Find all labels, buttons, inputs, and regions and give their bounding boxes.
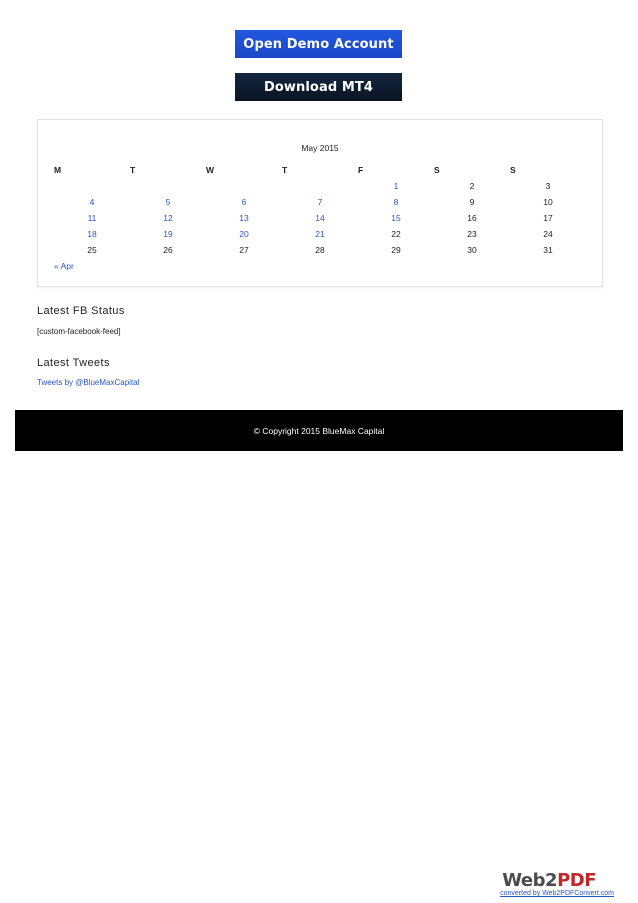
calendar-day-12[interactable]: 12 (163, 213, 173, 223)
footer-copyright: © Copyright 2015 BlueMax Capital (253, 425, 385, 436)
calendar-caption: May 2015 (301, 143, 339, 153)
calendar-day-1[interactable]: 1 (393, 181, 399, 191)
calendar-week-row (38, 245, 602, 259)
calendar-day-14[interactable]: 14 (315, 213, 325, 223)
calendar-week-row (38, 213, 602, 227)
calendar-day-30: 30 (467, 245, 477, 255)
calendar-day-15[interactable]: 15 (391, 213, 401, 223)
calendar-day-21[interactable]: 21 (315, 229, 325, 239)
calendar-weekday-3: T (282, 165, 288, 175)
calendar-day-10: 10 (543, 197, 553, 207)
calendar-day-17: 17 (543, 213, 553, 223)
calendar-day-19[interactable]: 19 (163, 229, 173, 239)
fb-feed-shortcode: [custom-facebook-feed] (37, 327, 121, 336)
calendar-day-9: 9 (469, 197, 475, 207)
calendar-week-row (38, 197, 602, 211)
calendar-day-26: 26 (163, 245, 173, 255)
calendar-day-18[interactable]: 18 (87, 229, 97, 239)
calendar-day-5[interactable]: 5 (165, 197, 171, 207)
calendar-day-24: 24 (543, 229, 553, 239)
calendar-weekday-4: F (358, 165, 364, 175)
calendar-day-13[interactable]: 13 (239, 213, 249, 223)
download-mt4-button[interactable] (235, 73, 402, 101)
calendar-day-7[interactable]: 7 (317, 197, 323, 207)
calendar-weekday-row (38, 165, 602, 179)
calendar-day-22: 22 (391, 229, 401, 239)
open-demo-account-button[interactable] (235, 30, 402, 58)
calendar-day-31: 31 (543, 245, 553, 255)
web2pdf-logo (502, 870, 596, 891)
web2pdf-logo-part1: Web2 (502, 870, 558, 891)
calendar-widget (37, 119, 603, 287)
calendar-day-2: 2 (469, 181, 475, 191)
footer (15, 410, 623, 451)
web2pdf-converted-link[interactable]: converted by Web2PDFConvert.com (500, 890, 614, 897)
calendar-day-4[interactable]: 4 (89, 197, 95, 207)
open-demo-account-label: Open Demo Account (243, 36, 394, 52)
web2pdf-watermark (500, 870, 614, 900)
calendar-day-11[interactable]: 11 (87, 213, 97, 223)
calendar-day-16: 16 (467, 213, 477, 223)
calendar-day-28: 28 (315, 245, 325, 255)
calendar-prev-month-link[interactable]: « Apr (54, 261, 74, 271)
tweets-by-link[interactable]: Tweets by @BlueMaxCapital (37, 378, 140, 387)
calendar-day-29: 29 (391, 245, 401, 255)
calendar-day-8[interactable]: 8 (393, 197, 399, 207)
download-mt4-label: Download MT4 (263, 79, 374, 95)
latest-tweets-title: Latest Tweets (37, 357, 110, 369)
calendar-weekday-0: M (54, 165, 62, 175)
calendar-day-23: 23 (467, 229, 477, 239)
calendar-weekday-2: W (206, 165, 215, 175)
calendar-week-row (38, 229, 602, 243)
fb-status-title: Latest FB Status (37, 305, 125, 317)
calendar-day-6[interactable]: 6 (241, 197, 247, 207)
calendar-weekday-5: S (434, 165, 440, 175)
web2pdf-logo-part2: PDF (557, 870, 596, 891)
calendar-weekday-6: S (510, 165, 516, 175)
calendar-day-20[interactable]: 20 (239, 229, 249, 239)
calendar-day-27: 27 (239, 245, 249, 255)
calendar-day-3: 3 (545, 181, 551, 191)
calendar-day-25: 25 (87, 245, 97, 255)
calendar-week-row (38, 181, 602, 195)
calendar-weekday-1: T (130, 165, 136, 175)
